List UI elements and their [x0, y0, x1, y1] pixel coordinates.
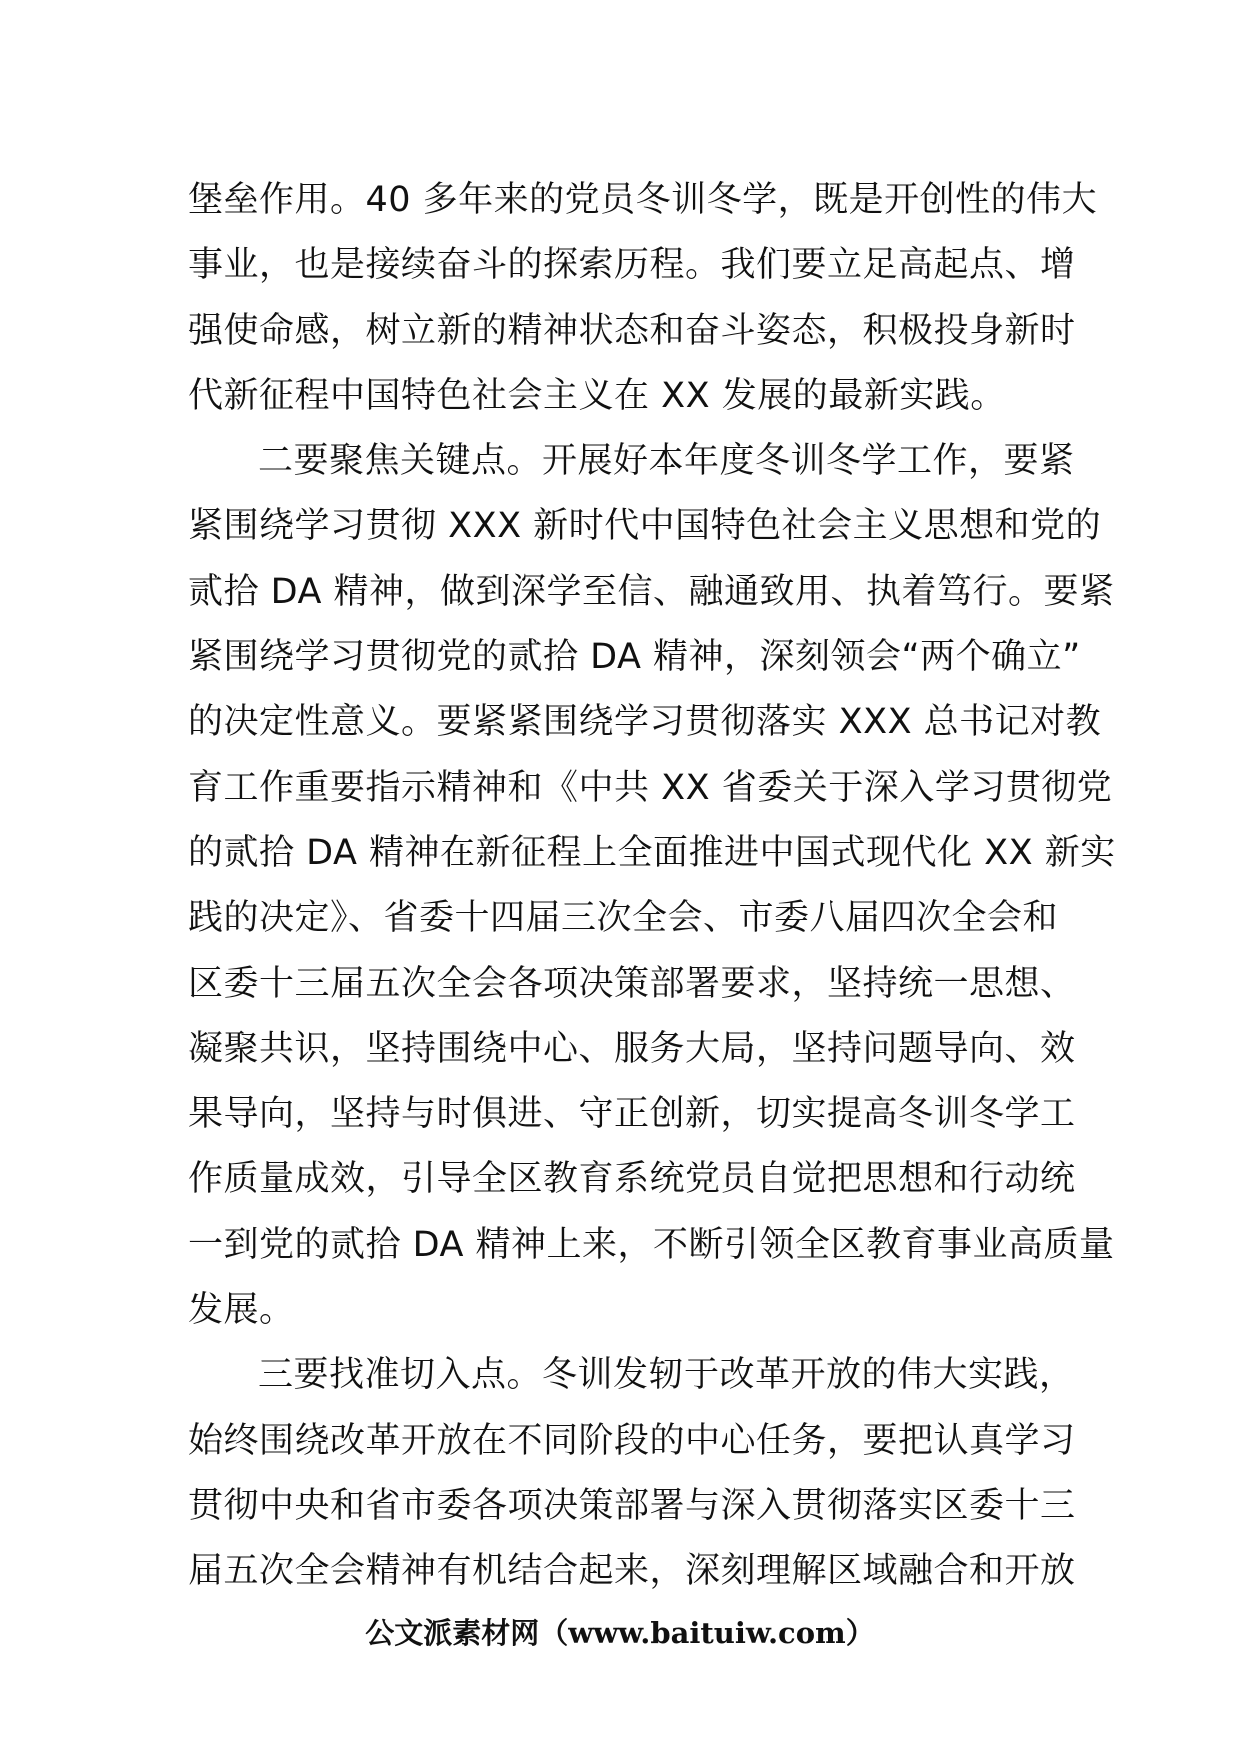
text-line: 代新征程中国特色社会主义在 XX 发展的最新实践。 [188, 375, 1006, 416]
document-body [188, 168, 1116, 1605]
text-line: 育工作重要指示精神和《中共 XX 省委关于深入学习贯彻党 [188, 767, 1113, 808]
text-line: 践的决定》、省委十四届三次全会、市委八届四次全会和 [188, 898, 1059, 939]
text-line: 始终围绕改革开放在不同阶段的中心任务，要把认真学习 [188, 1420, 1076, 1461]
text-line: 的决定性意义。要紧紧围绕学习贯彻落实 XXX 总书记对教 [188, 702, 1102, 743]
text-line: 果导向，坚持与时俱进、守正创新，切实提高冬训冬学工 [188, 1094, 1076, 1135]
text-line: 发展。 [188, 1290, 295, 1331]
paragraph-3 [188, 1343, 1076, 1604]
text-line: 二要聚焦关键点。开展好本年度冬训冬学工作，要紧 [258, 441, 1075, 482]
footer-watermark: 公文派素材网（www.baituiw.com） [365, 1616, 875, 1650]
text-line: 作质量成效，引导全区教育系统党员自觉把思想和行动统 [188, 1159, 1076, 1200]
text-line: 一到党的贰拾 DA 精神上来，不断引领全区教育事业高质量 [188, 1224, 1115, 1265]
text-line: 贯彻中央和省市委各项决策部署与深入贯彻落实区委十三 [188, 1485, 1076, 1526]
paragraph-1 [188, 168, 1098, 429]
text-line: 区委十三届五次全会各项决策部署要求，坚持统一思想、 [188, 963, 1076, 1004]
text-line: 紧围绕学习贯彻 XXX 新时代中国特色社会主义思想和党的 [188, 506, 1102, 547]
text-line: 堡垒作用。40 多年来的党员冬训冬学，既是开创性的伟大 [188, 180, 1098, 220]
text-line: 紧围绕学习贯彻党的贰拾 DA 精神，深刻领会“两个确立” [188, 637, 1081, 678]
text-line: 届五次全会精神有机结合起来，深刻理解区域融合和开放 [188, 1551, 1076, 1592]
text-line: 三要找准切入点。冬训发轫于改革开放的伟大实践， [258, 1355, 1075, 1396]
text-line: 凝聚共识，坚持围绕中心、服务大局，坚持问题导向、效 [188, 1028, 1076, 1069]
text-line: 事业，也是接续奋斗的探索历程。我们要立足高起点、增 [188, 245, 1076, 286]
text-line: 强使命感，树立新的精神状态和奋斗姿态，积极投身新时 [188, 310, 1076, 351]
paragraph-2 [188, 429, 1116, 1343]
text-line: 的贰拾 DA 精神在新征程上全面推进中国式现代化 XX 新实 [188, 832, 1116, 873]
text-line: 贰拾 DA 精神，做到深学至信、融通致用、执着笃行。要紧 [188, 571, 1115, 612]
